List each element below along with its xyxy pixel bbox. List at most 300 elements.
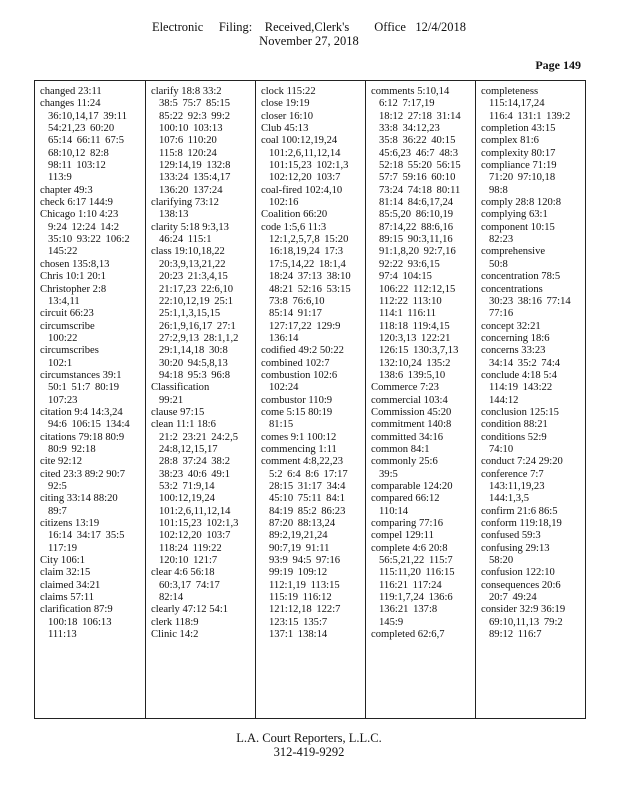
index-entry-text: 121:12,18 122:7: [269, 604, 341, 616]
index-entry-text: coal 100:12,19,24: [261, 135, 338, 147]
index-entry-text: citing 33:14 88:20: [40, 493, 118, 505]
index-entry-text: 82:23: [489, 234, 514, 246]
index-entry-text: 89:12 116:7: [489, 629, 542, 641]
index-entry-text: clarity 5:18 9:3,13: [151, 221, 229, 233]
index-entry: [481, 432, 582, 444]
index-entry-text: concentration 78:5: [481, 271, 561, 283]
index-entry-text: clarifying 73:12: [151, 197, 219, 209]
index-entry: [481, 580, 582, 592]
index-entry-continuation: [481, 259, 582, 271]
index-entry-text: 133:24 135:4,17: [159, 172, 231, 184]
index-entry-continuation: [151, 111, 252, 123]
index-entry-text: 30:23 38:16 77:14: [489, 295, 571, 307]
index-entry: [261, 98, 362, 110]
index-entry-text: 82:14: [159, 592, 184, 604]
index-entry-text: 120:3,13 122:21: [379, 332, 451, 344]
index-entry-text: conform 119:18,19: [481, 518, 562, 530]
index-entry-continuation: [371, 321, 472, 333]
index-entry-continuation: [481, 444, 582, 456]
index-entry-text: component 10:15: [481, 221, 555, 233]
index-entry-continuation: [371, 370, 472, 382]
index-entry-continuation: [261, 419, 362, 431]
index-entry-text: 107:23: [48, 394, 78, 406]
index-entry-text: 114:1 116:11: [379, 308, 437, 320]
index-entry-text: class 19:10,18,22: [151, 246, 225, 258]
index-entry-text: 101:15,23 102:1,3: [269, 160, 349, 172]
index-entry-text: code 1:5,6 11:3: [261, 221, 327, 233]
index-entry-text: 145:22: [48, 246, 78, 258]
index-entry-text: comparing 77:16: [371, 518, 444, 530]
index-entry-continuation: [371, 580, 472, 592]
index-entry: [481, 370, 582, 382]
index-entry-continuation: [261, 172, 362, 184]
index-entry-continuation: [261, 617, 362, 629]
index-entry-text: concerning 18:6: [481, 332, 550, 344]
index-entry: [481, 148, 582, 160]
index-entry-text: 57:7 59:16 60:10: [379, 172, 456, 184]
index-entry-continuation: [40, 111, 142, 123]
index-entry-continuation: [40, 617, 142, 629]
index-entry-continuation: [481, 234, 582, 246]
index-entry-text: 48:21 52:16 53:15: [269, 283, 351, 295]
index-entry: [371, 419, 472, 431]
index-entry-text: clock 115:22: [261, 86, 316, 97]
index-entry-text: 115:14,17,24: [489, 98, 545, 110]
index-entry-text: comply 28:8 120:8: [481, 197, 562, 209]
index-entry-continuation: [481, 111, 582, 123]
index-entry: [151, 419, 252, 431]
index-entry-continuation: [371, 567, 472, 579]
index-entry-continuation: [40, 395, 142, 407]
index-entry-text: 93:9 94:5 97:16: [269, 555, 341, 567]
index-entry-text: 94:18 95:3 96:8: [159, 369, 231, 381]
index-entry-continuation: [371, 123, 472, 135]
index-entry: [40, 86, 142, 98]
index-entry-text: 100:22: [48, 332, 78, 344]
index-entry-text: 129:14,19 132:8: [159, 160, 231, 172]
index-entry-continuation: [261, 148, 362, 160]
index-entry-text: 24:8,12,15,17: [159, 443, 218, 455]
index-entry-continuation: [40, 358, 142, 370]
index-entry: [40, 432, 142, 444]
index-entry: [371, 395, 472, 407]
index-entry-text: changes 11:24: [40, 98, 101, 110]
index-column-2: [145, 81, 255, 718]
index-entry: [40, 580, 142, 592]
index-entry-continuation: [371, 111, 472, 123]
index-entry: [481, 530, 582, 542]
index-entry: [151, 222, 252, 234]
index-entry-text: claim 32:15: [40, 567, 91, 579]
index-entry-text: comments 5:10,14: [371, 86, 450, 97]
index-entry-continuation: [261, 604, 362, 616]
index-entry-continuation: [261, 580, 362, 592]
index-entry-text: 56:5,21,22 115:7: [379, 555, 453, 567]
index-entry-continuation: [481, 592, 582, 604]
index-entry-text: 5:2 6:4 8:6 17:17: [269, 468, 348, 480]
index-entry-continuation: [371, 308, 472, 320]
index-entry: [261, 222, 362, 234]
index-entry-text: citations 79:18 80:9: [40, 431, 125, 443]
index-entry: [481, 604, 582, 616]
index-entry-text: citizens 13:19: [40, 518, 100, 530]
index-entry-text: 28:15 31:17 34:4: [269, 481, 346, 492]
index-entry-continuation: [371, 296, 472, 308]
index-entry-text: concentrations: [481, 283, 543, 295]
index-entry-text: clearly 47:12 54:1: [151, 604, 229, 616]
index-entry: [40, 98, 142, 110]
index-entry-text: 34:14 35:2 74:4: [489, 357, 561, 369]
index-entry-text: 18:12 27:18 31:14: [379, 110, 461, 122]
index-entry-continuation: [40, 481, 142, 493]
index-entry-text: 123:15 135:7: [269, 616, 328, 628]
index-entry: [481, 160, 582, 172]
index-entry-text: 87:14,22 88:6,16: [379, 221, 454, 233]
index-entry-text: 65:14 66:11 67:5: [48, 135, 124, 147]
index-entry-continuation: [151, 209, 252, 221]
index-entry: [481, 197, 582, 209]
index-entry: [151, 382, 252, 394]
index-entry-text: claims 57:11: [40, 592, 95, 604]
index-entry-continuation: [261, 271, 362, 283]
index-entry-text: 25:1,1,3,15,15: [159, 308, 221, 320]
index-entry-text: 28:8 37:24 38:2: [159, 456, 231, 468]
index-entry: [481, 469, 582, 481]
index-entry: [371, 382, 472, 394]
index-entry: [481, 345, 582, 357]
index-entry-continuation: [371, 246, 472, 258]
index-entry-text: 145:9: [379, 616, 404, 628]
index-entry-continuation: [371, 469, 472, 481]
index-entry-text: 102:12,20 103:7: [269, 172, 341, 184]
index-entry-text: 92:22 93:6,15: [379, 258, 440, 270]
index-entry-continuation: [151, 296, 252, 308]
index-column-5: [475, 81, 585, 718]
index-entry-continuation: [481, 382, 582, 394]
index-entry-text: Commerce 7:23: [371, 382, 439, 394]
index-entry-text: circumscribe: [40, 320, 95, 332]
index-entry: [371, 444, 472, 456]
index-entry-text: complex 81:6: [481, 135, 539, 147]
index-entry-continuation: [481, 629, 582, 641]
index-entry: [481, 407, 582, 419]
index-entry-text: circumstances 39:1: [40, 369, 122, 381]
index-entry-text: 90:7,19 91:11: [269, 542, 330, 554]
index-entry: [481, 506, 582, 518]
index-entry-text: 144:1,3,5: [489, 493, 530, 505]
index-entry-text: clean 11:1 18:6: [151, 419, 216, 431]
index-entry-continuation: [481, 493, 582, 505]
index-entry-text: commitment 140:8: [371, 419, 452, 431]
index-entry: [481, 333, 582, 345]
index-entry-continuation: [151, 234, 252, 246]
index-entry-text: 58:20: [489, 555, 514, 567]
index-entry-continuation: [151, 160, 252, 172]
index-entry-text: confusion 122:10: [481, 567, 555, 579]
index-entry-text: 60:3,17 74:17: [159, 579, 220, 591]
index-entry-text: chapter 49:3: [40, 184, 93, 196]
index-entry-continuation: [40, 148, 142, 160]
index-entry-text: 6:12 7:17,19: [379, 98, 435, 110]
index-entry: [481, 321, 582, 333]
index-entry-text: 36:10,14,17 39:11: [48, 110, 128, 122]
index-entry-continuation: [261, 567, 362, 579]
footer: [0, 731, 618, 759]
index-entry-text: 16:14 34:17 35:5: [48, 530, 125, 542]
index-entry-text: complying 63:1: [481, 209, 548, 221]
index-entry-text: circuit 66:23: [40, 308, 94, 320]
index-entry: [481, 271, 582, 283]
index-entry-continuation: [371, 284, 472, 296]
index-entry-text: complexity 80:17: [481, 147, 556, 159]
index-entry-text: 89:7: [48, 505, 67, 517]
index-entry-text: Clinic 14:2: [151, 629, 199, 641]
index-entry-continuation: [371, 617, 472, 629]
index-entry-text: 112:22 113:10: [379, 295, 442, 307]
index-entry-text: 101:15,23 102:1,3: [159, 518, 239, 530]
index-entry-continuation: [371, 98, 472, 110]
index-entry-text: 50:8: [489, 258, 508, 270]
index-entry: [261, 345, 362, 357]
index-entry-continuation: [40, 135, 142, 147]
index-entry-continuation: [261, 382, 362, 394]
index-entry-text: 117:19: [48, 542, 78, 554]
word-index-table: [34, 80, 586, 719]
index-entry: [261, 444, 362, 456]
index-entry-text: 127:17,22 129:9: [269, 320, 341, 332]
index-entry-text: 16:18,19,24 17:3: [269, 246, 344, 258]
index-entry-text: close 19:19: [261, 98, 310, 110]
index-entry-continuation: [40, 419, 142, 431]
index-entry-continuation: [151, 493, 252, 505]
index-entry-text: 50:1 51:7 80:19: [48, 382, 120, 394]
index-entry: [261, 111, 362, 123]
index-entry-continuation: [261, 333, 362, 345]
index-entry: [481, 123, 582, 135]
index-entry-text: 102:16: [269, 197, 299, 209]
index-entry: [40, 345, 142, 357]
index-entry-continuation: [371, 333, 472, 345]
index-entry: [261, 123, 362, 135]
index-entry-text: concerns 33:23: [481, 345, 546, 357]
index-entry-continuation: [40, 234, 142, 246]
index-entry-text: 69:10,11,13 79:2: [489, 616, 563, 628]
index-entry: [371, 456, 472, 468]
index-entry-text: 126:15 130:3,7,13: [379, 345, 459, 357]
index-entry-text: 18:24 37:13 38:10: [269, 271, 351, 283]
index-entry-continuation: [151, 259, 252, 271]
index-entry-continuation: [481, 481, 582, 493]
index-entry-text: commercial 103:4: [371, 394, 448, 406]
index-entry-continuation: [151, 469, 252, 481]
index-entry-continuation: [261, 530, 362, 542]
index-entry-text: 92:5: [48, 481, 67, 492]
index-entry: [151, 246, 252, 258]
index-entry-text: 101:2,6,11,12,14: [269, 147, 341, 159]
index-entry-text: 20:7 49:24: [489, 592, 537, 604]
index-entry-continuation: [40, 506, 142, 518]
index-entry: [40, 469, 142, 481]
index-entry-text: coal-fired 102:4,10: [261, 184, 343, 196]
index-entry: [371, 530, 472, 542]
page-number: Page 149: [535, 58, 581, 72]
index-entry-text: 81:14 84:6,17,24: [379, 197, 454, 209]
index-entry-text: 102:1: [48, 357, 73, 369]
index-entry-text: 21:17,23 22:6,10: [159, 283, 234, 295]
index-entry: [261, 456, 362, 468]
index-entry-continuation: [481, 358, 582, 370]
index-entry: [261, 135, 362, 147]
index-entry-text: Classification: [151, 382, 210, 394]
index-entry-continuation: [151, 518, 252, 530]
index-entry: [371, 407, 472, 419]
index-entry-text: clear 4:6 56:18: [151, 567, 215, 579]
index-entry-text: 33:8 34:12,23: [379, 123, 440, 135]
index-entry-continuation: [261, 481, 362, 493]
index-entry-continuation: [151, 345, 252, 357]
index-entry-continuation: [40, 222, 142, 234]
index-entry-text: 113:9: [48, 172, 72, 184]
index-entry-continuation: [481, 185, 582, 197]
filing-date: November 27, 2018: [259, 34, 359, 48]
index-entry-continuation: [261, 506, 362, 518]
index-entry-text: 77:16: [489, 308, 514, 320]
index-entry: [481, 222, 582, 234]
index-entry-text: commencing 1:11: [261, 443, 337, 455]
filing-stamp: [0, 20, 618, 48]
index-entry-text: consider 32:9 36:19: [481, 604, 566, 616]
index-entry-text: 118:18 119:4,15: [379, 320, 450, 332]
index-entry-continuation: [151, 172, 252, 184]
index-entry-continuation: [151, 271, 252, 283]
index-entry-continuation: [151, 148, 252, 160]
index-entry-text: Coalition 66:20: [261, 209, 328, 221]
index-entry-continuation: [261, 246, 362, 258]
index-entry-text: 136:20 137:24: [159, 184, 223, 196]
index-entry-text: 144:12: [489, 394, 519, 406]
index-entry-text: 89:15 90:3,11,16: [379, 234, 453, 246]
index-entry-continuation: [481, 98, 582, 110]
index-entry-continuation: [151, 284, 252, 296]
index-entry: [371, 481, 472, 493]
index-entry-continuation: [261, 592, 362, 604]
index-entry: [40, 407, 142, 419]
index-entry-text: changed 23:11: [40, 86, 102, 97]
index-entry-continuation: [151, 506, 252, 518]
index-entry-continuation: [371, 259, 472, 271]
index-entry-continuation: [481, 395, 582, 407]
index-entry-continuation: [151, 543, 252, 555]
index-entry-text: conclusion 125:15: [481, 406, 559, 418]
index-entry-text: 27:2,9,13 28:1,1,2: [159, 332, 239, 344]
index-entry-text: 39:5: [379, 468, 398, 480]
index-entry-continuation: [371, 172, 472, 184]
index-entry-continuation: [371, 135, 472, 147]
index-entry-text: commonly 25:6: [371, 456, 438, 468]
index-entry: [40, 308, 142, 320]
filing-stamp-line: Electronic Filing: Received,Clerk's Office 12/4/2018: [151, 20, 467, 34]
index-entry-text: 98:11 103:12: [48, 160, 106, 172]
index-entry-text: Chris 10:1 20:1: [40, 271, 106, 283]
index-entry-continuation: [40, 444, 142, 456]
index-entry-continuation: [371, 555, 472, 567]
index-entry-text: 91:1,8,20 92:7,16: [379, 246, 456, 258]
index-entry-text: Chicago 1:10 4:23: [40, 209, 119, 221]
index-entry-continuation: [261, 259, 362, 271]
index-entry-text: 71:20 97:10,18: [489, 172, 556, 184]
index-entry-text: 9:24 12:24 14:2: [48, 221, 120, 233]
index-entry-text: conclude 4:18 5:4: [481, 369, 557, 381]
index-entry-text: closer 16:10: [261, 110, 314, 122]
index-entry-continuation: [151, 481, 252, 493]
reporter-phone: 312-419-9292: [273, 745, 345, 759]
index-entry: [40, 567, 142, 579]
index-entry-continuation: [261, 629, 362, 641]
index-entry: [371, 629, 472, 641]
index-entry-text: 136:14: [269, 332, 299, 344]
index-entry-text: 106:22 112:12,15: [379, 283, 456, 295]
index-entry-text: 99:21: [159, 394, 184, 406]
index-entry-text: 99:19 109:12: [269, 567, 328, 579]
index-entry-text: 132:10,24 135:2: [379, 357, 451, 369]
index-entry-continuation: [151, 555, 252, 567]
index-entry: [40, 259, 142, 271]
index-entry-text: 12:1,2,5,7,8 15:20: [269, 234, 349, 246]
index-entry: [261, 86, 362, 98]
index-entry: [40, 604, 142, 616]
index-entry: [40, 592, 142, 604]
index-entry-continuation: [481, 308, 582, 320]
index-entry-text: cite 92:12: [40, 456, 83, 468]
index-entry-text: 100:10 103:13: [159, 123, 223, 135]
index-entry-text: comment 4:8,22,23: [261, 456, 344, 468]
index-entry-text: 138:6 139:5,10: [379, 369, 446, 381]
index-entry-text: 119:1,7,24 136:6: [379, 592, 453, 604]
index-entry: [40, 271, 142, 283]
index-entry: [151, 407, 252, 419]
index-entry-text: comprehensive: [481, 246, 546, 258]
index-entry: [371, 86, 472, 98]
index-entry: [261, 432, 362, 444]
index-entry-text: 81:15: [269, 419, 294, 431]
index-entry: [151, 617, 252, 629]
index-entry-continuation: [371, 197, 472, 209]
index-entry: [371, 518, 472, 530]
index-entry-text: 85:14 91:17: [269, 308, 322, 320]
index-entry: [481, 419, 582, 431]
index-entry-text: 94:6 106:15 134:4: [48, 419, 130, 431]
index-entry-text: combined 102:7: [261, 357, 330, 369]
index-entry: [40, 370, 142, 382]
index-entry-text: completion 43:15: [481, 123, 556, 135]
index-entry: [371, 543, 472, 555]
index-entry-continuation: [371, 185, 472, 197]
index-entry-continuation: [261, 469, 362, 481]
index-entry: [40, 555, 142, 567]
index-entry-text: conditions 52:9: [481, 431, 547, 443]
index-entry-text: 85:5,20 86:10,19: [379, 209, 454, 221]
index-entry-continuation: [371, 271, 472, 283]
index-entry-text: 35:10 93:22 106:2: [48, 234, 130, 246]
index-entry-text: comes 9:1 100:12: [261, 431, 337, 443]
index-entry-text: compel 129:11: [371, 530, 434, 542]
index-entry-text: clarify 18:8 33:2: [151, 86, 222, 97]
index-entry-text: 143:11,19,23: [489, 481, 545, 492]
index-entry-text: 84:19 85:2 86:23: [269, 505, 346, 517]
index-entry-text: cited 23:3 89:2 90:7: [40, 468, 126, 480]
index-entry-continuation: [371, 148, 472, 160]
index-entry: [481, 543, 582, 555]
